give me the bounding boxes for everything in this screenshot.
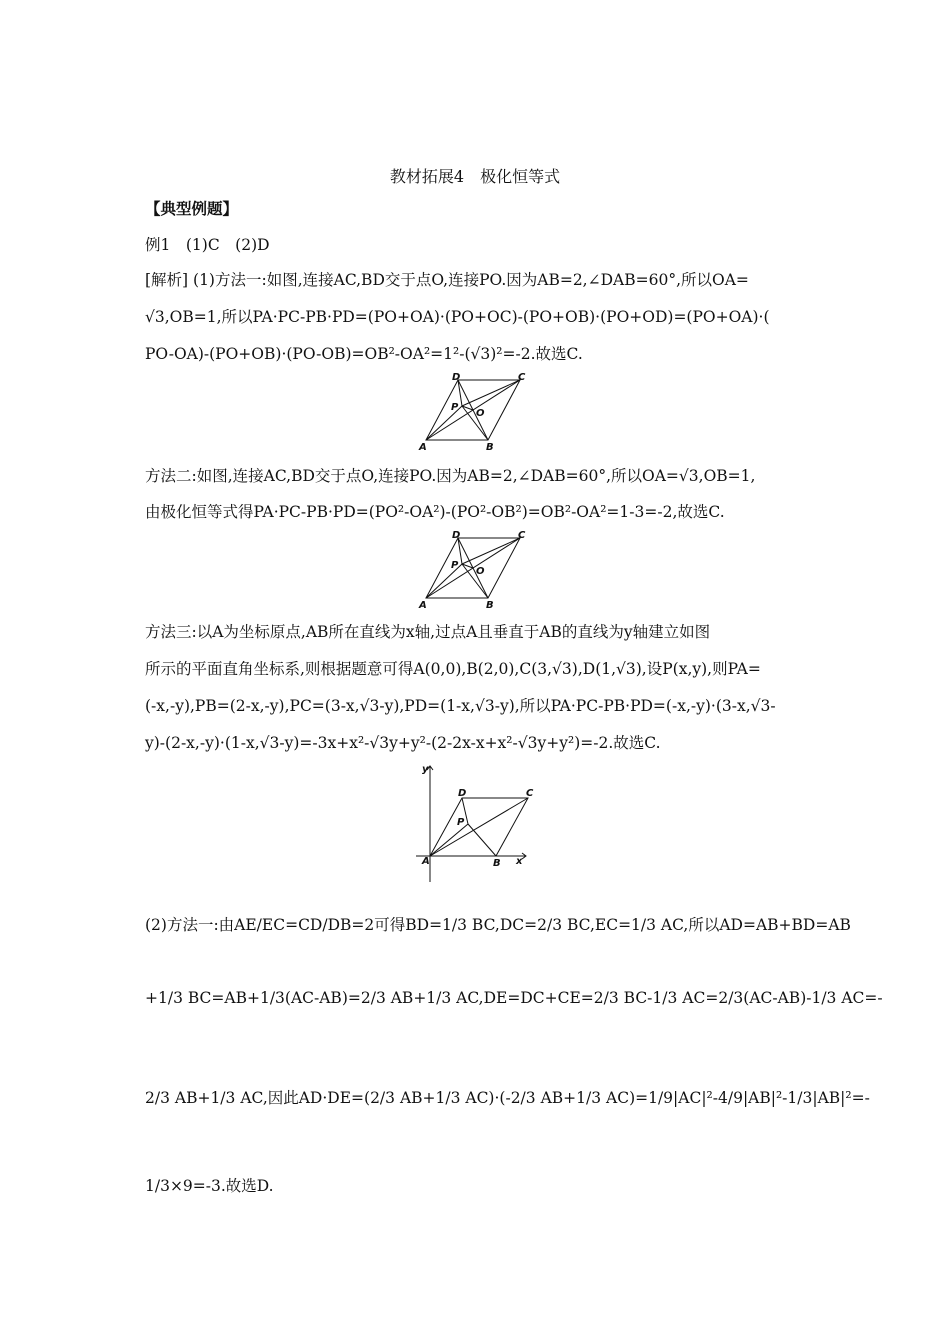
- label-B: B: [493, 858, 501, 869]
- parallelogram-figure-1: [418, 372, 530, 452]
- part2-line3: 2/3 AB+1/3 AC,因此AD·DE=(2/3 AB+1/3 AC)·(-2/3 AB+1/3 AC)=1/9|AC|²-4/9|AB|²-1/3|AB|²=-: [145, 1089, 870, 1107]
- label-D: D: [452, 372, 461, 383]
- label-x: x: [516, 856, 523, 867]
- method3-line4: y)-(2-x,-y)·(1-x,√3-y)=-3x+x²-√3y+y²-(2-2x-x+x²-√3y+y²)=-2.故选C.: [145, 734, 661, 752]
- method2-line1: 方法二:如图,连接AC,BD交于点O,连接PO.因为AB=2,∠DAB=60°,所以OA=√3,OB=1,: [145, 467, 756, 485]
- method1-line2: √3,OB=1,所以PA·PC-PB·PD=(PO+OA)·(PO+OC)-(PO+OB)·(PO+OD)=(PO+OA)·(: [145, 308, 770, 326]
- method3-line2: 所示的平面直角坐标系,则根据题意可得A(0,0),B(2,0),C(3,√3),D(1,√3),设P(x,y),则PA=: [145, 660, 761, 678]
- example-answer: 例1 (1)C (2)D: [145, 236, 270, 254]
- label-A: A: [419, 442, 427, 452]
- label-y: y: [422, 764, 429, 775]
- label-C: C: [518, 372, 526, 383]
- label-O: O: [476, 408, 485, 419]
- parallelogram-figure-2: [418, 530, 530, 610]
- part2-line4: 1/3×9=-3.故选D.: [145, 1177, 274, 1195]
- section-label: 【典型例题】: [145, 199, 239, 218]
- label-P: P: [451, 402, 459, 413]
- method3-line1: 方法三:以A为坐标原点,AB所在直线为x轴,过点A且垂直于AB的直线为y轴建立如图: [145, 623, 711, 641]
- label-D: D: [458, 788, 467, 799]
- label-A: A: [419, 600, 427, 610]
- method1-line3: PO-OA)-(PO+OB)·(PO-OB)=OB²-OA²=1²-(√3)²=-2.故选C.: [145, 345, 583, 363]
- method2-line2: 由极化恒等式得PA·PC-PB·PD=(PO²-OA²)-(PO²-OB²)=OB²-OA²=1-3=-2,故选C.: [145, 503, 725, 521]
- label-C: C: [518, 530, 526, 541]
- label-B: B: [486, 442, 494, 452]
- label-B: B: [486, 600, 494, 610]
- label-D: D: [452, 530, 461, 541]
- method1-line1: [解析] (1)方法一:如图,连接AC,BD交于点O,连接PO.因为AB=2,∠DAB=60°,所以OA=: [145, 271, 749, 289]
- label-P: P: [451, 560, 459, 571]
- label-C: C: [526, 788, 534, 799]
- label-P: P: [457, 817, 465, 828]
- method3-line3: (-x,-y),PB=(2-x,-y),PC=(3-x,√3-y),PD=(1-x,√3-y),所以PA·PC-PB·PD=(-x,-y)·(3-x,√3-: [145, 697, 776, 715]
- label-A: A: [422, 856, 430, 867]
- page-title: 教材拓展4 极化恒等式: [389, 167, 561, 186]
- label-O: O: [476, 566, 485, 577]
- coordinate-figure: [410, 760, 535, 885]
- part2-line2: +1/3 BC=AB+1/3(AC-AB)=2/3 AB+1/3 AC,DE=DC+CE=2/3 BC-1/3 AC=2/3(AC-AB)-1/3 AC=-: [145, 989, 883, 1007]
- part2-line1: (2)方法一:由AE/EC=CD/DB=2可得BD=1/3 BC,DC=2/3 BC,EC=1/3 AC,所以AD=AB+BD=AB: [145, 916, 851, 934]
